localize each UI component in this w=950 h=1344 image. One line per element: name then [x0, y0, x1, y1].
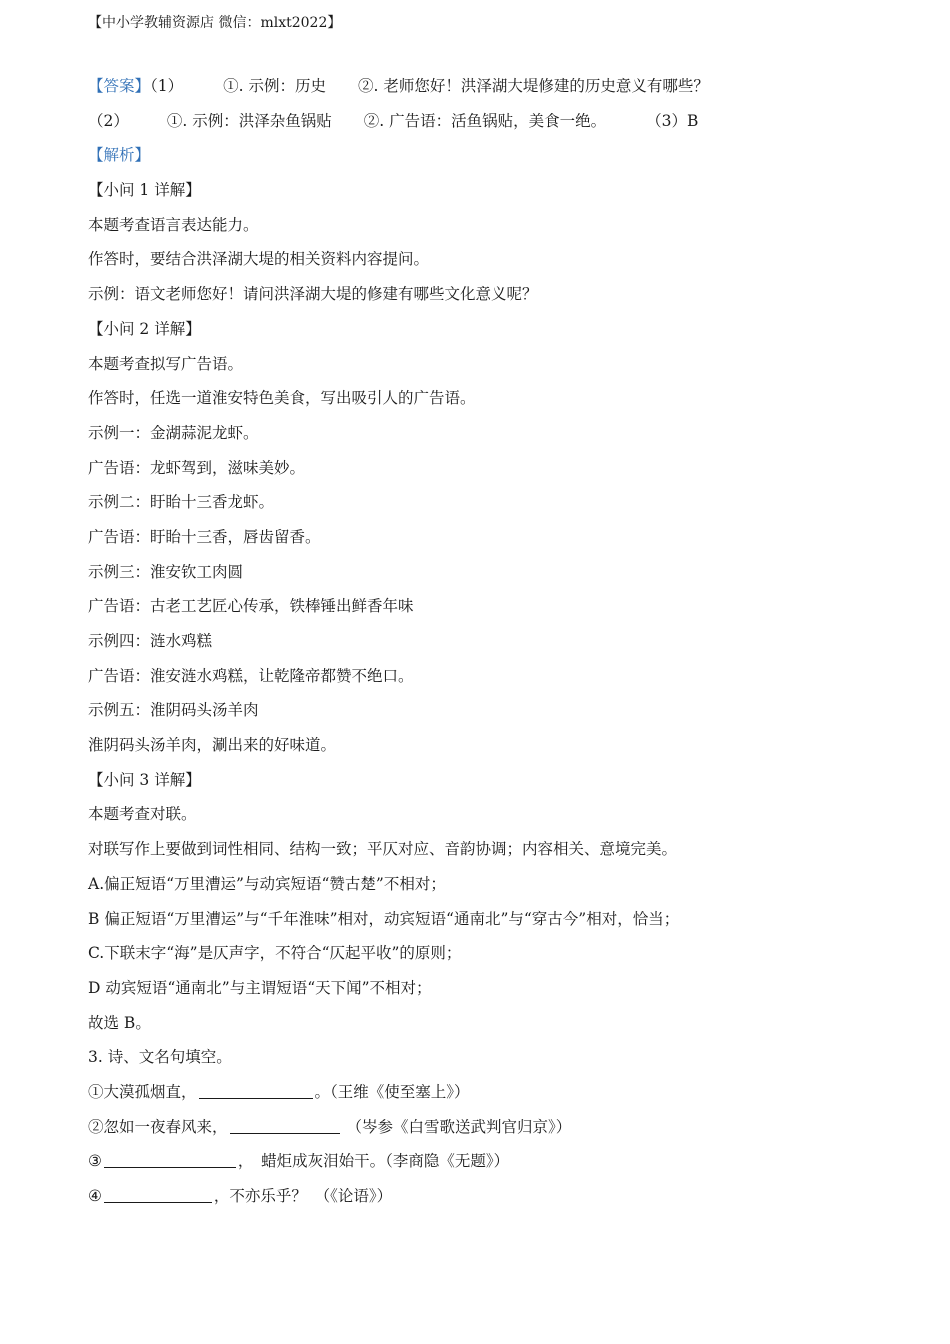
answer-blank[interactable] — [199, 1082, 313, 1099]
answer-q1a: ①. 示例：历史 — [223, 77, 326, 95]
answer-q1: （1） — [150, 77, 184, 95]
part2-line: 示例二：盱眙十三香龙虾。 — [88, 493, 275, 512]
fill-item: ④ ，不亦乐乎？ （《论语》） — [88, 1187, 393, 1205]
answer-q1b: ②. 老师您好！洪泽湖大堤修建的历史意义有哪些？ — [358, 77, 709, 95]
question3-title: 3. 诗、文名句填空。 — [88, 1048, 232, 1067]
analysis-tag: 【解析】 — [88, 146, 151, 165]
part1-line: 作答时，要结合洪泽湖大堤的相关资料内容提问。 — [88, 250, 430, 269]
answer-line-2 — [88, 109, 908, 144]
part3-line: 本题考查对联。 — [88, 805, 197, 824]
part3-line: 故选 B。 — [88, 1013, 151, 1032]
part3-line: 对联写作上要做到词性相同、结构一致；平仄对应、音韵协调；内容相关、意境完美。 — [88, 840, 678, 859]
content — [88, 74, 908, 1219]
part2-title: 【小问 2 详解】 — [88, 319, 201, 338]
part2-line: 淮阴码头汤羊肉，涮出来的好味道。 — [88, 736, 337, 755]
part3-line: A.偏正短语“万里漕运”与动宾短语“赞古楚”不相对； — [88, 874, 446, 893]
answer-q2a: ①. 示例：洪泽杂鱼锅贴 — [166, 111, 332, 130]
part1-line: 本题考查语言表达能力。 — [88, 215, 259, 234]
part2-line: 本题考查拟写广告语。 — [88, 354, 244, 373]
answer-q2: （2） — [88, 111, 129, 130]
part3-line: D 动宾短语“通南北”与主谓短语“天下闻”不相对； — [88, 978, 432, 997]
part3-line: B 偏正短语“万里漕运”与“千年淮味”相对，动宾短语“通南北”与“穿古今”相对，恰当； — [88, 909, 680, 928]
part2-line: 示例四：涟水鸡糕 — [88, 632, 213, 650]
answer-blank[interactable] — [104, 1151, 236, 1168]
answer-blank[interactable] — [104, 1186, 212, 1203]
part2-line: 示例五：淮阴码头汤羊肉 — [88, 701, 259, 720]
part3-line: C.下联末字“海”是仄声字，不符合“仄起平收”的原则； — [88, 944, 462, 963]
fill-item: ③ ， 蜡炬成灰泪始干。（李商隐《无题》） — [88, 1152, 510, 1171]
part2-line: 广告语：淮安涟水鸡糕，让乾隆帝都赞不绝口。 — [88, 666, 414, 685]
part2-line: 示例一：金湖蒜泥龙虾。 — [88, 423, 259, 442]
answer-line-1 — [88, 74, 908, 109]
answer-q2b: ②. 广告语：活鱼锅贴，美食一绝。 — [363, 111, 607, 130]
answer-q3: （3）B — [646, 111, 699, 130]
answer-tag: 【答案】 — [88, 77, 151, 95]
page-header: 【中小学教辅资源店 微信：mlxt2022】 — [88, 15, 342, 31]
part1-line: 示例：语文老师您好！请问洪泽湖大堤的修建有哪些文化意义呢？ — [88, 285, 538, 304]
part2-line: 广告语：盱眙十三香，唇齿留香。 — [88, 527, 321, 546]
part2-line: 示例三：淮安钦工肉圆 — [88, 562, 244, 581]
fill-item: ①大漠孤烟直， 。（王维《使至塞上》） — [88, 1082, 470, 1101]
part2-line: 广告语：龙虾驾到，滋味美妙。 — [88, 458, 306, 477]
part2-line: 广告语：古老工艺匠心传承，铁棒锤出鲜香年味 — [88, 597, 414, 616]
answer-blank[interactable] — [230, 1117, 340, 1134]
fill-item: ②忽如一夜春风来， （岑参《白雪歌送武判官归京》） — [88, 1117, 572, 1136]
part2-line: 作答时，任选一道淮安特色美食，写出吸引人的广告语。 — [88, 389, 476, 408]
part3-title: 【小问 3 详解】 — [88, 770, 201, 789]
part1-title: 【小问 1 详解】 — [88, 181, 201, 200]
